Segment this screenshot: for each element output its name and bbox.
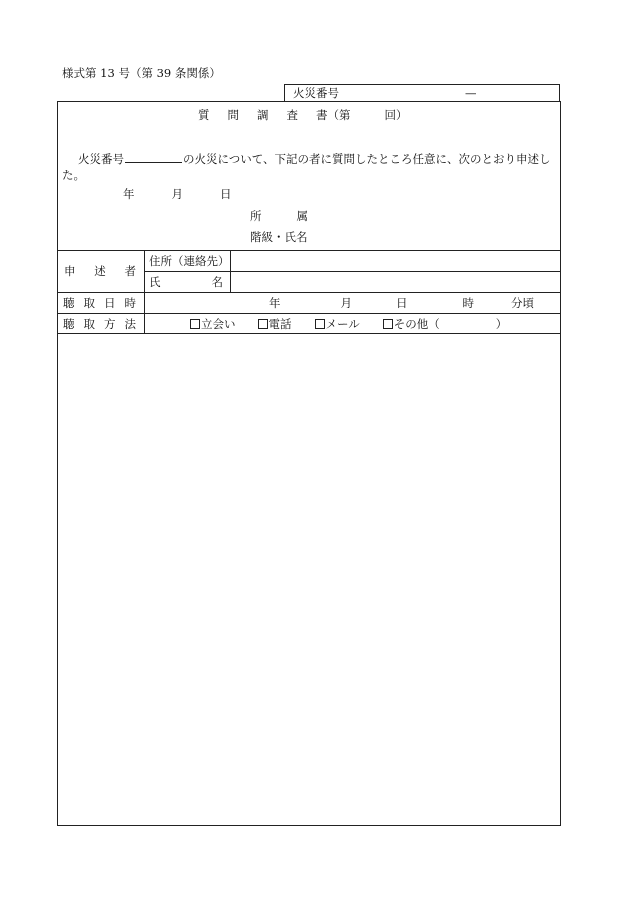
statement-area[interactable]: [58, 334, 560, 825]
title-round-close: 回）: [384, 108, 408, 122]
hearing-year: 年: [269, 296, 281, 310]
applicant-label: 申 述 者: [64, 264, 136, 278]
hearing-day: 日: [396, 296, 408, 310]
hearing-minute: 分頃: [511, 296, 534, 310]
hearing-date-fields: [269, 296, 534, 310]
affiliation-label: 所 属: [250, 209, 308, 223]
date-line: [123, 187, 232, 201]
checkbox-icon[interactable]: [383, 319, 393, 329]
fire-number-box: [284, 84, 560, 101]
checkbox-icon[interactable]: [258, 319, 268, 329]
table-row-border: [57, 292, 561, 293]
title-round-open: （第: [327, 108, 351, 122]
option-phone[interactable]: 電話: [258, 317, 292, 331]
option-email[interactable]: メール: [315, 317, 360, 331]
title-char: 査: [286, 108, 298, 122]
checkbox-icon[interactable]: [190, 319, 200, 329]
hearing-method-label: 聴 取 方 法: [63, 317, 136, 331]
form-id: 様式第 13 号（第 39 条関係）: [62, 66, 221, 80]
fire-number-dash: —: [465, 86, 477, 100]
title-char: 調: [257, 108, 269, 122]
option-in-person[interactable]: 立会い: [190, 317, 236, 331]
fire-number-label: 火災番号: [293, 86, 339, 100]
option-other-close: ）: [495, 317, 508, 331]
name-label: 氏 名: [149, 275, 223, 289]
checkbox-icon[interactable]: [315, 319, 325, 329]
intro-line-2: た。: [62, 168, 85, 182]
date-day: 日: [220, 187, 232, 201]
table-top-border: [57, 250, 561, 251]
hearing-method-options: [190, 317, 507, 331]
table-sublabel-divider: [230, 250, 231, 292]
title-char: 質: [198, 108, 210, 122]
rank-name-label: 階級・氏名: [250, 230, 308, 244]
intro-prefix: 火災番号: [78, 152, 124, 166]
table-inner-border: [144, 271, 561, 272]
hearing-hour: 時: [462, 296, 474, 310]
title-char: 書: [316, 108, 328, 122]
intro-line-1: [78, 150, 551, 166]
intro-suffix: の火災について、下記の者に質問したところ任意に、次のとおり申述し: [183, 152, 551, 166]
document-title: [198, 108, 408, 122]
option-other[interactable]: その他（: [383, 317, 440, 331]
address-label: 住所（連絡先）: [149, 254, 230, 268]
hearing-month: 月: [340, 296, 352, 310]
date-year: 年: [123, 187, 135, 201]
hearing-date-label: 聴 取 日 時: [63, 296, 136, 310]
date-month: 月: [171, 187, 183, 201]
title-char: 問: [227, 108, 239, 122]
table-row-border: [57, 313, 561, 314]
table-label-divider: [144, 250, 145, 333]
fire-number-blank[interactable]: [125, 150, 182, 163]
